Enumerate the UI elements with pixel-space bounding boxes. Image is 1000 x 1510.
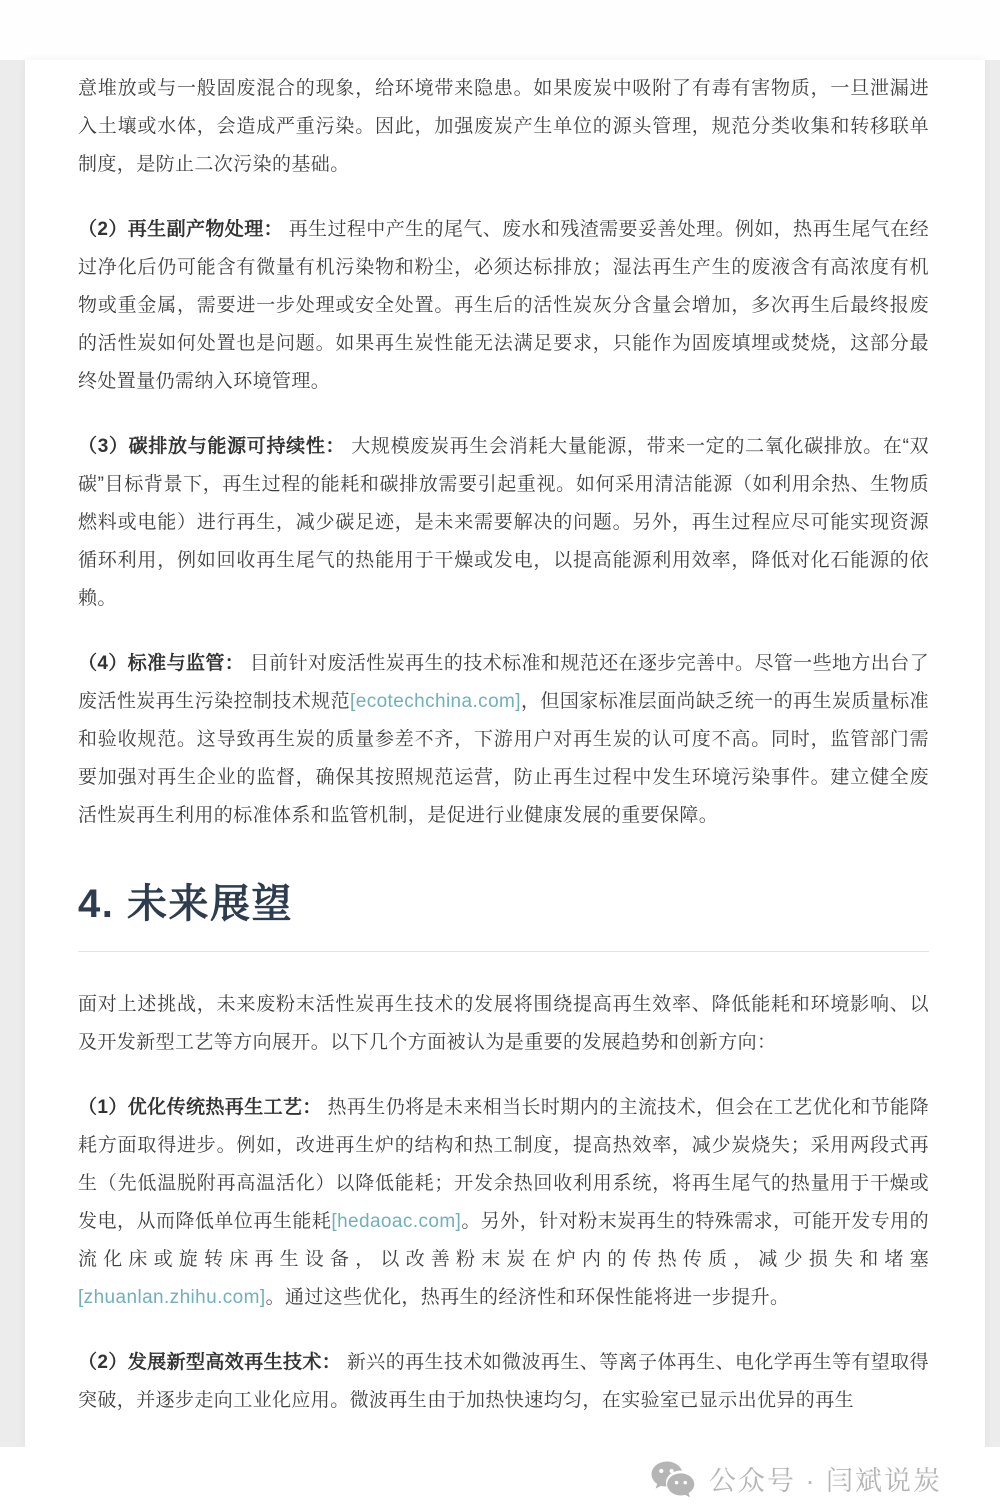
paragraph	[78, 1089, 929, 1317]
paragraph	[78, 211, 929, 401]
citation-link[interactable]: [zhuanlan.zhihu.com]	[78, 1287, 266, 1308]
paragraph-lead: （4）标准与监管：	[78, 653, 245, 674]
top-margin-band	[0, 0, 1000, 60]
article-body	[78, 70, 929, 1420]
article-card	[25, 60, 985, 1447]
section-divider	[78, 951, 929, 952]
watermark	[650, 1459, 942, 1499]
text-run: 新兴的再生技术如微波再生、等离子体再生、电化学再生等有望取得突破，并逐步走向工业化应用。微波再生由于加热快速均匀，在实验室已显示出优异的再生	[78, 1352, 929, 1411]
citation-link[interactable]: [hedaoac.com]	[331, 1211, 462, 1232]
citation-link[interactable]: [ecotechchina.com]	[350, 691, 521, 712]
paragraph	[78, 428, 929, 618]
text-run: 。另外，针对粉末炭再生的特殊需求，可能开发专用的流化床或旋转床再生设备，以改善粉末炭在炉内的传热传质，减少损失和堵塞	[78, 1211, 930, 1270]
paragraph	[78, 645, 929, 835]
text-run: 目前针对废活性炭再生的技术标准和规范还在逐步完善中。尽管一些地方出台了废活性炭再生污染控制技术规范	[78, 653, 929, 712]
watermark-band	[0, 1447, 1000, 1510]
paragraph	[78, 986, 929, 1062]
paragraph	[78, 70, 929, 184]
paragraph	[78, 1344, 929, 1420]
text-run: 热再生仍将是未来相当长时期内的主流技术，但会在工艺优化和节能降耗方面取得进步。例如，改进再生炉的结构和热工制度，提高热效率，减少炭烧失；采用两段式再生（先低温脱附再高温活化）以降低能耗；开发余热回收利用系统，将再生尾气的热量用于干燥或发电，从而降低单位再生能耗	[78, 1097, 929, 1232]
watermark-label: 公众号 · 闫斌说炭	[709, 1466, 942, 1496]
wechat-icon	[650, 1459, 697, 1499]
paragraph-lead: （3）碳排放与能源可持续性：	[78, 436, 346, 457]
section-heading-future-outlook: 4. 未来展望	[78, 882, 293, 926]
text-run: 再生过程中产生的尾气、废水和残渣需要妥善处理。例如，热再生尾气在经过净化后仍可能含有微量有机污染物和粉尘，必须达标排放；湿法再生产生的废液含有高浓度有机物或重金属，需要进一步处理或安全处置。再生后的活性炭灰分含量会增加，多次再生后最终报废的活性炭如何处置也是问题。如果再生炭性能无法满足要求，只能作为固废填埋或焚烧，这部分最终处置量仍需纳入环境管理。	[78, 219, 930, 392]
text-run: 意堆放或与一般固废混合的现象，给环境带来隐患。如果废炭中吸附了有毒有害物质，一旦泄漏进入土壤或水体，会造成严重污染。因此，加强废炭产生单位的源头管理，规范分类收集和转移联单制度，是防止二次污染的基础。	[78, 78, 929, 175]
text-run: 大规模废炭再生会消耗大量能源，带来一定的二氧化碳排放。在“双碳”目标背景下，再生过程的能耗和碳排放需要引起重视。如何采用清洁能源（如利用余热、生物质燃料或电能）进行再生，减少碳足迹，是未来需要解决的问题。另外，再生过程应尽可能实现资源循环利用，例如回收再生尾气的热能用于干燥或发电，以提高能源利用效率，降低对化石能源的依赖。	[78, 436, 929, 609]
paragraph-lead: （2）发展新型高效再生技术：	[78, 1352, 342, 1373]
paragraph-lead: （2）再生副产物处理：	[78, 219, 284, 240]
page-background	[0, 60, 1000, 1447]
text-run: 。通过这些优化，热再生的经济性和环保性能将进一步提升。	[265, 1287, 790, 1308]
text-run: ，但国家标准层面尚缺乏统一的再生炭质量标准和验收规范。这导致再生炭的质量参差不齐，下游用户对再生炭的认可度不高。同时，监管部门需要加强对再生企业的监督，确保其按照规范运营，防止再生过程中发生环境污染事件。建立健全废活性炭再生利用的标准体系和监管机制，是促进行业健康发展的重要保障。	[78, 691, 930, 826]
text-run: 面对上述挑战，未来废粉末活性炭再生技术的发展将围绕提高再生效率、降低能耗和环境影响、以及开发新型工艺等方向展开。以下几个方面被认为是重要的发展趋势和创新方向：	[78, 994, 929, 1053]
paragraph-lead: （1）优化传统热再生工艺：	[78, 1097, 322, 1118]
